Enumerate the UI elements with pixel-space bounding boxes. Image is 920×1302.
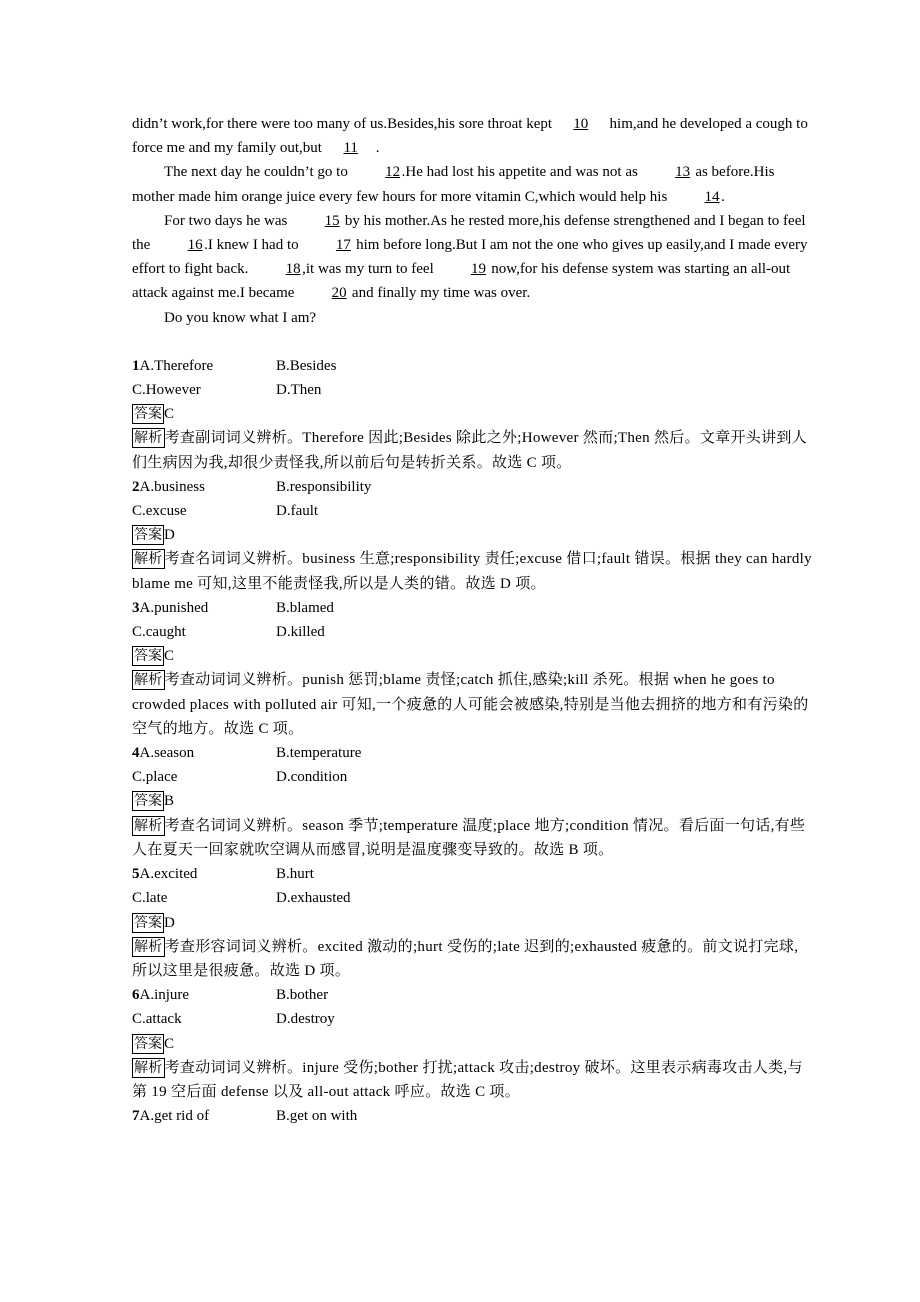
option-d: D.Then [276, 382, 322, 399]
explain-tag: 解析 [134, 672, 163, 689]
option-c: C.attack [132, 1011, 182, 1028]
question-block [132, 475, 812, 596]
question-block [132, 596, 812, 741]
explanation-text: 考查形容词词义辨析。excited 激动的;hurt 受伤的;late 迟到的;exhausted 疲惫的。前文说打完球,所以这里是很疲惫。故选 D 项。 [132, 938, 799, 979]
explanation-line [132, 426, 812, 474]
option-a: A.punished [139, 599, 209, 616]
options-row [132, 1104, 812, 1128]
option-a: A.business [139, 478, 205, 495]
question-number: 6 [132, 987, 140, 1004]
question-number: 2 [132, 478, 140, 495]
options-row [132, 620, 812, 644]
explanation-text: 考查名词词义辨析。business 生意;responsibility 责任;excuse 借口;fault 错误。根据 they can hardly blame me 可知,这里不能责怪我,所以是人类的错。故选 D 项。 [132, 551, 812, 592]
answer-line [132, 523, 812, 547]
question-block [132, 741, 812, 862]
blank-13: 13 [675, 164, 691, 181]
question-number: 7 [132, 1108, 140, 1125]
question-number: 4 [132, 745, 140, 762]
blank-18: 18 [285, 261, 301, 278]
blank-11: 11 [343, 140, 358, 157]
option-c: C.excuse [132, 503, 187, 520]
explain-tag: 解析 [134, 430, 163, 447]
document-page [132, 112, 812, 1128]
answer-value: B [164, 793, 175, 810]
passage-paragraph-1: didn’t work,for there were too many of us.Besides,his sore throat kept 10 him,and he developed a cough to force me and my family out,but 11 . [132, 112, 812, 160]
option-b: B.responsibility [276, 478, 372, 495]
option-d: D.exhausted [276, 890, 351, 907]
blank-16: 16 [187, 237, 203, 254]
question-block [132, 1104, 812, 1128]
spacer [132, 330, 812, 354]
answer-tag: 答案 [134, 406, 162, 423]
explanation-line [132, 814, 812, 862]
option-c: C.late [132, 890, 168, 907]
option-b: B.Besides [276, 357, 337, 374]
explanation-line [132, 547, 812, 595]
answer-tag: 答案 [134, 914, 162, 931]
question-number: 1 [132, 357, 140, 374]
option-b: B.hurt [276, 866, 314, 883]
answer-line [132, 644, 812, 668]
answer-line [132, 402, 812, 426]
answer-tag: 答案 [134, 1035, 162, 1052]
answer-tag: 答案 [134, 527, 162, 544]
blank-17: 17 [335, 237, 351, 254]
explanation-text: 考查名词词义辨析。season 季节;temperature 温度;place 地方;condition 情况。看后面一句话,有些人在夏天一回家就吹空调从而感冒,说明是温度骤变导致的。故选 B 项。 [132, 817, 806, 858]
blank-20: 20 [331, 285, 347, 302]
question-block [132, 983, 812, 1104]
option-b: B.get on with [276, 1108, 358, 1125]
blank-14: 14 [704, 188, 720, 205]
explanation-line [132, 935, 812, 983]
answer-value: C [164, 1035, 175, 1052]
answer-line [132, 789, 812, 813]
question-block [132, 862, 812, 983]
passage-paragraph-3: For two days he was 15 by his mother.As he rested more,his defense strengthened and I began to feel the 16 .I knew I had to 17 him before long.But I am not the one who gives up easily,and I made every effort to fight back. 18 ,it was my turn to feel 19 now,for his defense system was starting an all-out attack against me.I became 20 and finally my time was over. [132, 209, 812, 306]
option-a: A.excited [139, 866, 198, 883]
option-c: C.place [132, 769, 178, 786]
option-d: D.condition [276, 769, 348, 786]
blank-10: 10 [573, 116, 589, 132]
option-a: A.Therefore [139, 357, 214, 374]
option-a: A.get rid of [139, 1108, 210, 1125]
options-row [132, 765, 812, 789]
options-row [132, 1007, 812, 1031]
question-number: 3 [132, 599, 140, 616]
options-row [132, 741, 812, 765]
explanation-text: 考查动词词义辨析。injure 受伤;bother 打扰;attack 攻击;destroy 破坏。这里表示病毒攻击人类,与第 19 空后面 defense 以及 all-out attack 呼应。故选 C 项。 [132, 1059, 803, 1100]
explanation-text: 考查动词词义辨析。punish 惩罚;blame 责怪;catch 抓住,感染;kill 杀死。根据 when he goes to crowded places with polluted air 可知,一个疲惫的人可能会被感染,特别是当他去拥挤的地方和有污染的空气的地方。故选 C 项。 [132, 672, 809, 737]
blank-15: 15 [324, 212, 340, 229]
answer-value: D [164, 914, 175, 931]
options-row [132, 983, 812, 1007]
answer-tag: 答案 [134, 793, 162, 810]
option-b: B.blamed [276, 599, 334, 616]
answer-line [132, 911, 812, 935]
answer-value: C [164, 648, 175, 665]
answer-value: C [164, 406, 175, 423]
option-c: C.However [132, 382, 201, 399]
option-b: B.temperature [276, 745, 362, 762]
explanation-text: 考查副词词义辨析。Therefore 因此;Besides 除此之外;However 然而;Then 然后。文章开头讲到人们生病因为我,却很少责怪我,所以前后句是转折关系。故选 C 项。 [132, 430, 807, 471]
question-block [132, 354, 812, 475]
option-a: A.injure [139, 987, 190, 1004]
options-row [132, 475, 812, 499]
explain-tag: 解析 [134, 551, 163, 568]
explain-tag: 解析 [134, 1059, 163, 1076]
question-number: 5 [132, 866, 140, 883]
answer-tag: 答案 [134, 648, 162, 665]
explain-tag: 解析 [134, 817, 163, 834]
options-row [132, 862, 812, 886]
option-b: B.bother [276, 987, 329, 1004]
blank-19: 19 [471, 261, 486, 278]
options-row [132, 596, 812, 620]
option-d: D.destroy [276, 1011, 335, 1028]
passage-question-line: Do you know what I am? [164, 309, 317, 326]
options-row [132, 499, 812, 523]
options-row [132, 354, 812, 378]
option-c: C.caught [132, 624, 186, 641]
option-d: D.fault [276, 503, 319, 520]
options-row [132, 378, 812, 402]
options-row [132, 886, 812, 910]
blank-12: 12 [385, 164, 401, 181]
option-a: A.season [139, 745, 195, 762]
explanation-line [132, 1056, 812, 1104]
answer-value: D [164, 527, 175, 544]
passage-paragraph-2: The next day he couldn’t go to 12 .He had lost his appetite and was not as 13 as before.His mother made him orange juice every few hours for more vitamin C,which would help his 14 . [132, 160, 812, 208]
explain-tag: 解析 [134, 938, 163, 955]
explanation-line [132, 668, 812, 741]
option-d: D.killed [276, 624, 325, 641]
answer-line [132, 1032, 812, 1056]
